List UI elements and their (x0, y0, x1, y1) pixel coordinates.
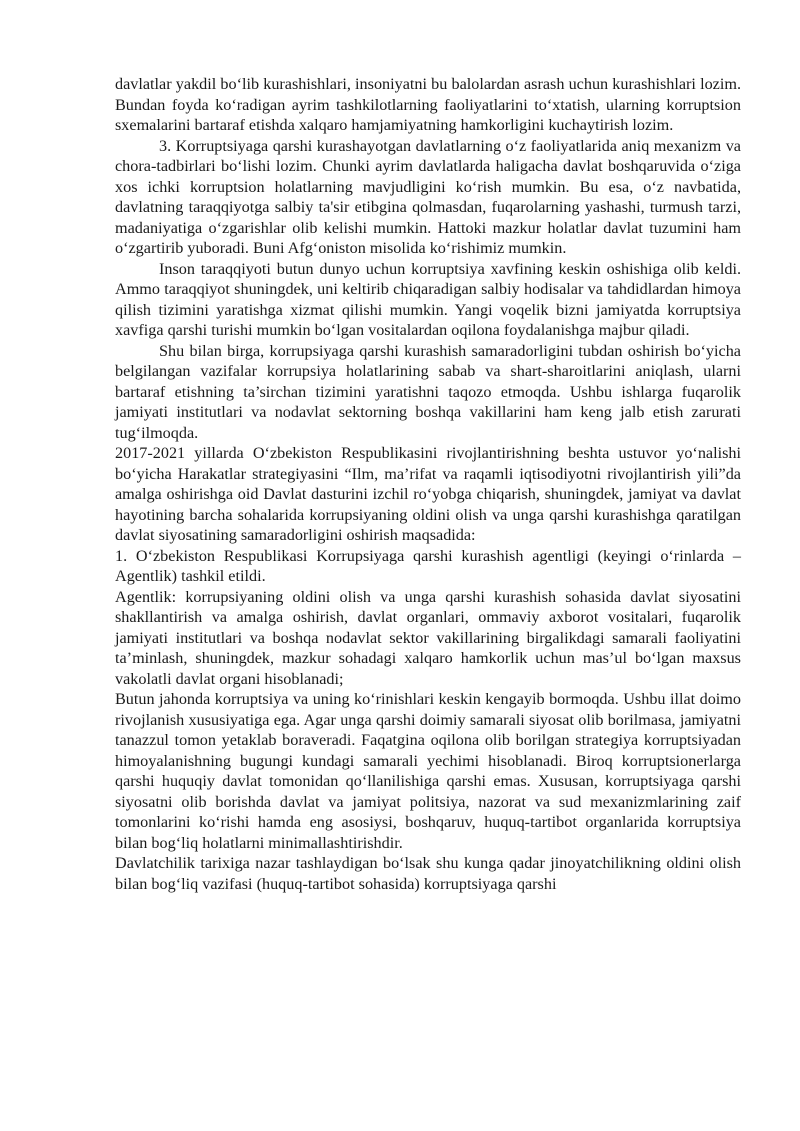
paragraph-agency-established: 1. O‘zbekiston Respublikasi Korrupsiyaga qarshi kurashish agentligi (keyingi o‘rinlarda – Agentlik) tashkil etildi. (115, 546, 741, 585)
paragraph-efficiency-tasks: Shu bilan birga, korrupsiyaga qarshi kurashish samaradorligini tubdan oshirish bo‘yicha belgilangan vazifalar korrupsiya holatlarining sabab va shart-sharoitlarini aniqlash, ularni bartaraf etishning ta’sirchan tizimini yaratishni taqozo etmoqda. Ushbu ishlarga fuqarolik jamiyati institutlari va nodavlat sektorning boshqa vakillarini ham keng jalb etish zarurati tug‘ilmoqda. (115, 341, 741, 442)
paragraph-point-3: 3. Korruptsiyaga qarshi kurashayotgan davlatlarning o‘z faoliyatlarida aniq mexanizm va chora-tadbirlari bo‘lishi lozim. Chunki ayrim davlatlarda haligacha davlat boshqaruvida o‘ziga xos ichki korruptsion holatlarning mavjudligini ko‘rish mumkin. Bu esa, o‘z navbatida, davlatning taraqqiyotga salbiy ta'sir etibgina qolmasdan, fuqarolarning yashashi, turmush tarzi, madaniyatiga o‘zgarishlar olib kelishi mumkin. Hattoki mazkur holatlar davlat tuzumini ham o‘zgartirib yuboradi. Buni Afg‘oniston misolida ko‘rishimiz mumkin. (115, 136, 741, 257)
paragraph-statehood-history: Davlatchilik tarixiga nazar tashlaydigan bo‘lsak shu kunga qadar jinoyatchilikning oldini olish bilan bog‘liq vazifasi (huquq-tartibot sohasida) korruptsiyaga qarshi (115, 854, 741, 893)
paragraph-intro-continuation: davlatlar yakdil bo‘lib kurashishlari, insoniyatni bu balolardan asrash uchun kurashishlari lozim. Bundan foyda ko‘radigan ayrim tashkilotlarning faoliyatlarini to‘xtatish, ularning korruptsion sxemalarini bartaraf etishda xalqaro hamjamiyatning hamkorligini kuchaytirish lozim. (115, 75, 741, 134)
document-page (115, 74, 741, 894)
paragraph-human-progress: Inson taraqqiyoti butun dunyo uchun korruptsiya xavfining keskin oshishiga olib keldi. Ammo taraqqiyot shuningdek, uni keltirib chiqaradigan salbiy hodisalar va tahdidlardan himoya qilish tizimini yaratishga xizmat qilishi mumkin. Yangi voqelik bizni jamiyatda korruptsiya xavfiga qarshi turishi mumkin bo‘lgan vositalardan oqilona foydalanishga majbur qiladi. (115, 259, 741, 339)
paragraph-worldwide-corruption: Butun jahonda korruptsiya va uning ko‘rinishlari keskin kengayib bormoqda. Ushbu illat doimo rivojlanish xususiyatiga ega. Agar unga qarshi doimiy samarali siyosat olib borilmasa, jamiyatni tanazzul tomon yetaklab boraveradi. Faqatgina oqilona olib borilgan strategiya korruptsiyadan himoyalanishning bugungi kundagi samarali yechimi hisoblanadi. Biroq korruptsionerlarga qarshi huquqiy davlat tomonidan qo‘llanilishiga qarshi emas. Xususan, korruptsiyaga qarshi siyosatni olib borishda davlat va jamiyat politsiya, nazorat va sud mexanizmlarining zaif tomonlarini ko‘rishi hamda eng asosiysi, boshqaruv, huquq-tartibot organlarida korruptsiya bilan bog‘liq holatlarni minimallashtirishdir. (115, 690, 741, 852)
paragraph-agency-definition: Agentlik: korrupsiyaning oldini olish va unga qarshi kurashish sohasida davlat siyosatini shakllantirish va amalga oshirish, davlat organlari, ommaviy axborot vositalari, fuqarolik jamiyati institutlari va boshqa nodavlat sektor vakillarining birgalikdagi samarali faoliyatini ta’minlash, shuningdek, mazkur sohadagi xalqaro hamkorlik uchun mas’ul bo‘lgan maxsus vakolatli davlat organi hisoblanadi; (115, 587, 741, 688)
paragraph-strategy-2017-2021: 2017-2021 yillarda O‘zbekiston Respublikasini rivojlantirishning beshta ustuvor yo‘nalishi bo‘yicha Harakatlar strategiyasini “Ilm, ma’rifat va raqamli iqtisodiyotni rivojlantirish yili”da amalga oshirishga oid Davlat dasturini izchil ro‘yobga chiqarish, shuningdek, jamiyat va davlat hayotining barcha sohalarida korrupsiyaning oldini olish va unga qarshi kurashishga qaratilgan davlat siyosatining samaradorligini oshirish maqsadida: (115, 444, 741, 544)
